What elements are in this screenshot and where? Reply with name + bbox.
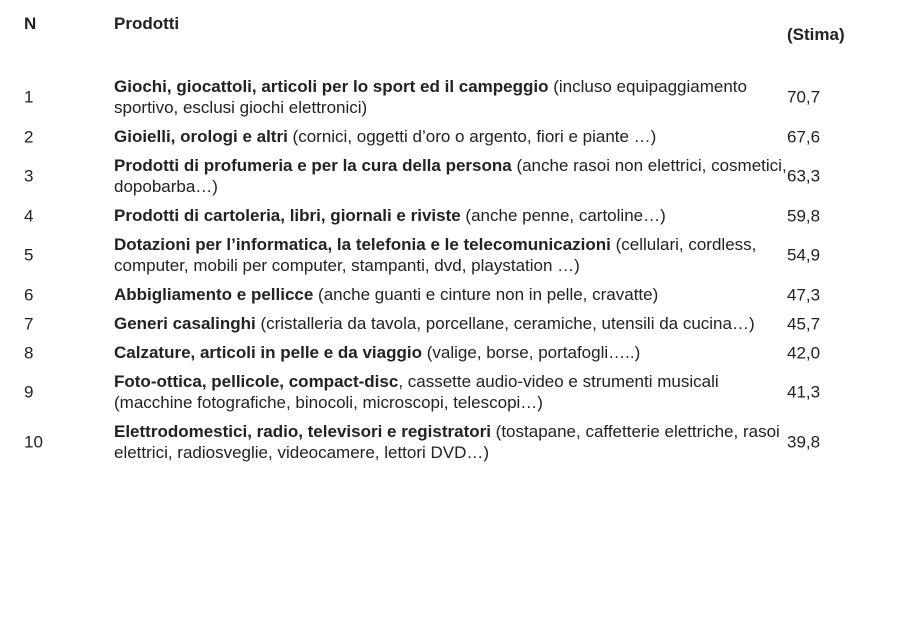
estimate-value: 47,3 bbox=[787, 285, 821, 304]
product-description bbox=[114, 342, 788, 363]
product-category: Gioielli, orologi e altri bbox=[114, 127, 288, 146]
row-number: 7 bbox=[24, 314, 34, 333]
table-row bbox=[24, 342, 884, 363]
estimate-value: 45,7 bbox=[787, 314, 821, 333]
product-description bbox=[114, 155, 788, 197]
table-row bbox=[24, 126, 884, 147]
product-details: (anche penne, cartoline…) bbox=[460, 206, 666, 225]
product-description bbox=[114, 421, 788, 463]
product-category: Giochi, giocattoli, articoli per lo sport ed il campeggio bbox=[114, 77, 549, 96]
estimate-value: 41,3 bbox=[787, 382, 821, 402]
product-category: Calzature, articoli in pelle e da viaggio bbox=[114, 343, 422, 362]
table-row bbox=[24, 421, 884, 463]
estimate-value: 42,0 bbox=[787, 343, 821, 362]
product-details: (tostapane, caffetterie elettriche, rasoi elettrici, radiosveglie, videocamere, lettori DVD…) bbox=[114, 422, 780, 462]
product-details: (valige, borse, portafogli…..) bbox=[421, 343, 641, 362]
row-number: 8 bbox=[24, 343, 34, 362]
table-row bbox=[24, 313, 884, 334]
header-stima: (Stima) bbox=[787, 25, 845, 44]
estimate-value: 59,8 bbox=[787, 206, 821, 225]
product-details: (cornici, oggetti d’oro o argento, fiori e piante …) bbox=[287, 127, 657, 146]
estimate-value: 70,7 bbox=[787, 87, 821, 107]
product-category: Prodotti di cartoleria, libri, giornali e riviste bbox=[114, 206, 461, 225]
product-category: Dotazioni per l’informatica, la telefonia e le telecomunicazioni bbox=[114, 235, 611, 254]
estimate-value: 63,3 bbox=[787, 166, 821, 186]
product-description bbox=[114, 76, 788, 118]
product-description bbox=[114, 371, 788, 413]
product-category: Generi casalinghi bbox=[114, 314, 256, 333]
products-table bbox=[24, 10, 884, 463]
product-description bbox=[114, 126, 788, 147]
row-number: 3 bbox=[24, 166, 34, 186]
product-details: (anche guanti e cinture non in pelle, cravatte) bbox=[313, 285, 659, 304]
table-row bbox=[24, 234, 884, 276]
product-description bbox=[114, 234, 788, 276]
product-category: Prodotti di profumeria e per la cura della persona bbox=[114, 156, 512, 175]
product-category: Foto-ottica, pellicole, compact-disc bbox=[114, 372, 399, 391]
product-details: (anche rasoi non elettrici, cosmetici, dopobarba…) bbox=[114, 156, 787, 196]
product-details: (cristalleria da tavola, porcellane, ceramiche, utensili da cucina…) bbox=[255, 314, 755, 333]
row-number: 5 bbox=[24, 245, 34, 265]
product-category: Elettrodomestici, radio, televisori e registratori bbox=[114, 422, 491, 441]
header-prodotti: Prodotti bbox=[114, 14, 180, 33]
table-row bbox=[24, 284, 884, 305]
estimate-value: 39,8 bbox=[787, 432, 821, 452]
product-details: (cellulari, cordless, computer, mobili per computer, stampanti, dvd, playstation …) bbox=[114, 235, 757, 275]
row-number: 9 bbox=[24, 382, 34, 402]
row-number: 10 bbox=[24, 432, 43, 452]
table-row bbox=[24, 76, 884, 118]
product-category: Abbigliamento e pellicce bbox=[114, 285, 314, 304]
table-row bbox=[24, 371, 884, 413]
table-row bbox=[24, 155, 884, 197]
row-number: 6 bbox=[24, 285, 34, 304]
estimate-value: 67,6 bbox=[787, 127, 821, 146]
estimate-value: 54,9 bbox=[787, 245, 821, 265]
row-number: 4 bbox=[24, 206, 34, 225]
product-description bbox=[114, 284, 788, 305]
product-description bbox=[114, 313, 788, 334]
product-details: (incluso equipaggiamento sportivo, esclusi giochi elettronici) bbox=[114, 77, 747, 117]
row-number: 2 bbox=[24, 127, 34, 146]
table-header bbox=[24, 10, 884, 70]
header-n: N bbox=[24, 14, 37, 33]
table-row bbox=[24, 205, 884, 226]
row-number: 1 bbox=[24, 87, 34, 107]
product-details: , cassette audio-video e strumenti musicali (macchine fotografiche, binocoli, microscopi, telescopi…) bbox=[114, 372, 719, 412]
product-description bbox=[114, 205, 788, 226]
